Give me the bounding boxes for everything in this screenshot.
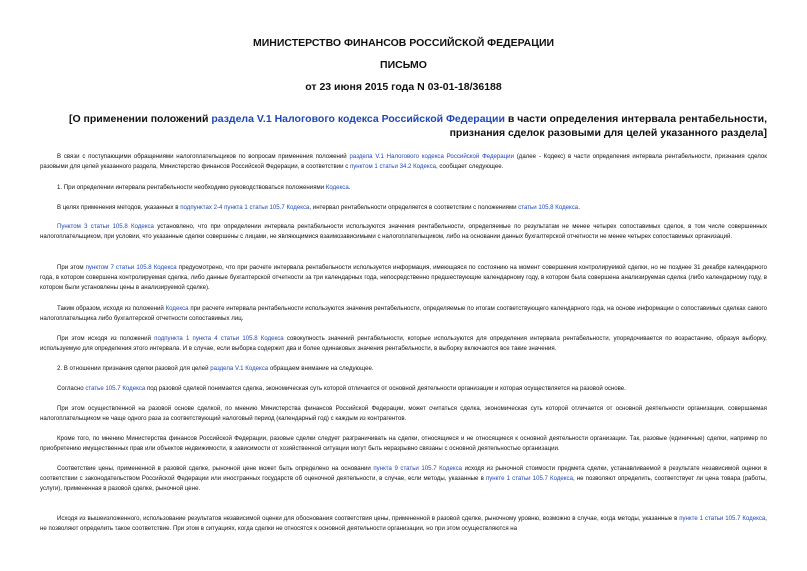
paragraph-text: под разовой сделкой понимается сделка, экономическая суть которой отличается от основной деятельности организации и которая осуществляется на разовой основе. (145, 385, 626, 392)
body-paragraph (40, 434, 767, 454)
body-paragraph (40, 464, 767, 493)
paragraph-text: установлено, что при определении интервала рентабельности используются значения рентабельности, определяемые по результатам не менее четырех сопоставимых сделок, в том числе совершенных налогоплательщиком, при условии, что указанные сделки совершены с лицами, не являющимися взаимозависимыми с налогоплательщиком, либо на основании данных бухгалтерской отчетности не менее четырех сопоставимых организаций. (40, 223, 767, 240)
legal-reference-link[interactable]: подпунктах 2-4 пункта 1 статьи 105.7 Кодекса (180, 204, 310, 211)
paragraph-text: 2. В отношении признания сделки разовой для целей (57, 365, 211, 372)
body-paragraph (40, 263, 767, 292)
body-paragraph (40, 304, 767, 324)
body-paragraph (40, 152, 767, 172)
body-paragraph (40, 203, 767, 213)
paragraph-text: , не позволяют определить, соответствует ли цена товара (работы, услуги), примененная в разовой сделке, рыночной цене. (40, 474, 767, 492)
legal-reference-link[interactable]: пункта 9 статьи 105.7 Кодекса (373, 465, 463, 472)
body-paragraph (40, 334, 767, 354)
legal-reference-link[interactable]: Пунктом 3 статьи 105.8 Кодекса (57, 223, 154, 230)
paragraph-text: Исходя из вышеизложенного, использование результатов независимой оценки для обоснования соответствия цены, примененной в разовой сделке, рыночному уровню, возможно в случае, когда методы, указанные в (57, 515, 680, 522)
paragraph-text: Согласно (57, 385, 86, 392)
legal-reference-link[interactable]: Кодекса (325, 184, 349, 191)
subject-text-end: в части определения интервала рентабельности, признания сделок разовыми для целей указанного раздела] (449, 113, 767, 139)
paragraph-text: совокупность значений рентабельности, которые используются для определения интервала рентабельности, упорядочивается по возрастанию, образуя выборку, используемую для определения этого интервала. И в случае, если выборка содержит два и более одинаковых значения рентабельности, в выборку включаются все такие значения. (40, 335, 767, 352)
legal-reference-link[interactable]: пункте 1 статьи 105.7 Кодекса (485, 474, 573, 482)
paragraph-text: обращаем внимание на следующее. (268, 365, 374, 372)
legal-reference-link[interactable]: раздела V.1 Налогового кодекса Российской Федерации (349, 153, 514, 160)
paragraph-text: В целях применения методов, указанных в (57, 204, 181, 211)
legal-reference-link[interactable]: раздела V.1 Кодекса (210, 365, 269, 372)
body-paragraph (40, 183, 767, 193)
paragraph-text: , сообщает следующее. (436, 162, 504, 170)
paragraph-text: Соответствие цены, примененной в разовой сделке, рыночной цене может быть определено на основании (57, 465, 374, 472)
paragraph-text: В связи с поступающими обращениями налогоплательщиков по вопросам применения положений (57, 153, 350, 160)
document-type: ПИСЬМО (380, 59, 427, 71)
paragraph-text: При этом осуществленной на разовой основе сделкой, по мнению Министерства финансов Российской Федерации, может считаться сделка, экономическая суть которой отличается от основной деятельности организации, совершаемая налогоплательщиком не чаще одного раза за соответствующий налоговый период (календарный год) с каждым из контрагентов. (40, 405, 767, 422)
body-paragraph (40, 364, 767, 374)
legal-reference-link[interactable]: пунктом 7 статьи 105.8 Кодекса (85, 264, 177, 271)
paragraph-text: (далее - Кодекс) в части определения интервала рентабельности, признания сделок разовыми для целей указанного раздела, Министерство финансов Российской Федерации, в соответствии с (40, 153, 767, 170)
paragraph-text: При этом исходя из положений (57, 335, 155, 342)
paragraph-text: , интервал рентабельности определяется в соответствии с положениями (309, 204, 519, 211)
paragraph-text: Кроме того, по мнению Министерства финансов Российской Федерации, разовые сделки следует разграничивать на сделки, относящиеся и не относящиеся к основной деятельности организации. Так, разовые (единичные) сделки, например по приобретению имущественных прав или объектов недвижимости, в зависимости от хозяйственной ситуации могут быть неразрывно связаны с основной деятельностью организации. (40, 435, 767, 452)
paragraph-text: при расчете интервала рентабельности используются значения рентабельности, определяемые по итогам соответствующего календарного года, на основе информации о сопоставимых сделках самого налогоплательщика либо бухгалтерской отчетности сопоставимых лиц. (40, 305, 768, 322)
document-date-number: от 23 июня 2015 года N 03-01-18/36188 (305, 81, 502, 93)
paragraph-text: предусмотрено, что при расчете интервала рентабельности используется информация, имеющаяся по состоянию на момент совершения контролируемой сделки, но не позднее 31 декабря календарного года, в котором совершена контролируемая сделка, либо данные бухгалтерской отчетности за три календарных года, непосредственно предшествующие календарному году, в котором была совершена анализируемая сделка (либо календарному году, в котором были установлены цены в анализируемой сделке). (40, 264, 767, 291)
subject-link[interactable]: раздела V.1 Налогового кодекса Российской Федерации (211, 113, 505, 125)
body-paragraph (40, 222, 767, 242)
paragraph-text: , не позволяют определить такое соответствие. При этом в ситуациях, когда сделки не относятся к основной деятельности организации, но при этом осуществляются на (40, 515, 767, 532)
paragraph-text: При этом (57, 264, 86, 271)
legal-reference-link[interactable]: пунктом 1 статьи 34.2 Кодекса (349, 162, 437, 170)
subject-text-start: [О применении положений (68, 113, 212, 125)
legal-reference-link[interactable]: статьи 105.8 Кодекса (518, 204, 579, 211)
paragraph-text: исходя из рыночной стоимости предмета сделки, устанавливаемой в результате независимой оценки в соответствии с законодательством Российской Федерации или иностранных государств об оценочной деятельности, в случае, если методы, указанные в (40, 465, 767, 482)
paragraph-text: 1. При определении интервала рентабельности необходимо руководствоваться положениями (57, 184, 326, 191)
legal-reference-link[interactable]: статье 105.7 Кодекса (85, 385, 146, 392)
legal-reference-link[interactable]: подпункта 1 пункта 4 статьи 105.8 Кодекса (154, 335, 284, 342)
paragraph-text: Таким образом, исходя из положений (57, 305, 166, 312)
body-paragraph (40, 404, 767, 424)
legal-reference-link[interactable]: Кодекса (165, 305, 189, 312)
document-subject (40, 112, 767, 140)
body-paragraph (40, 514, 767, 534)
paragraph-text: . (578, 204, 580, 211)
body-paragraph (40, 384, 767, 394)
ministry-heading: МИНИСТЕРСТВО ФИНАНСОВ РОССИЙСКОЙ ФЕДЕРАЦИИ (252, 37, 555, 49)
legal-reference-link[interactable]: пункте 1 статьи 105.7 Кодекса (679, 515, 766, 522)
paragraph-text: . (348, 184, 351, 191)
